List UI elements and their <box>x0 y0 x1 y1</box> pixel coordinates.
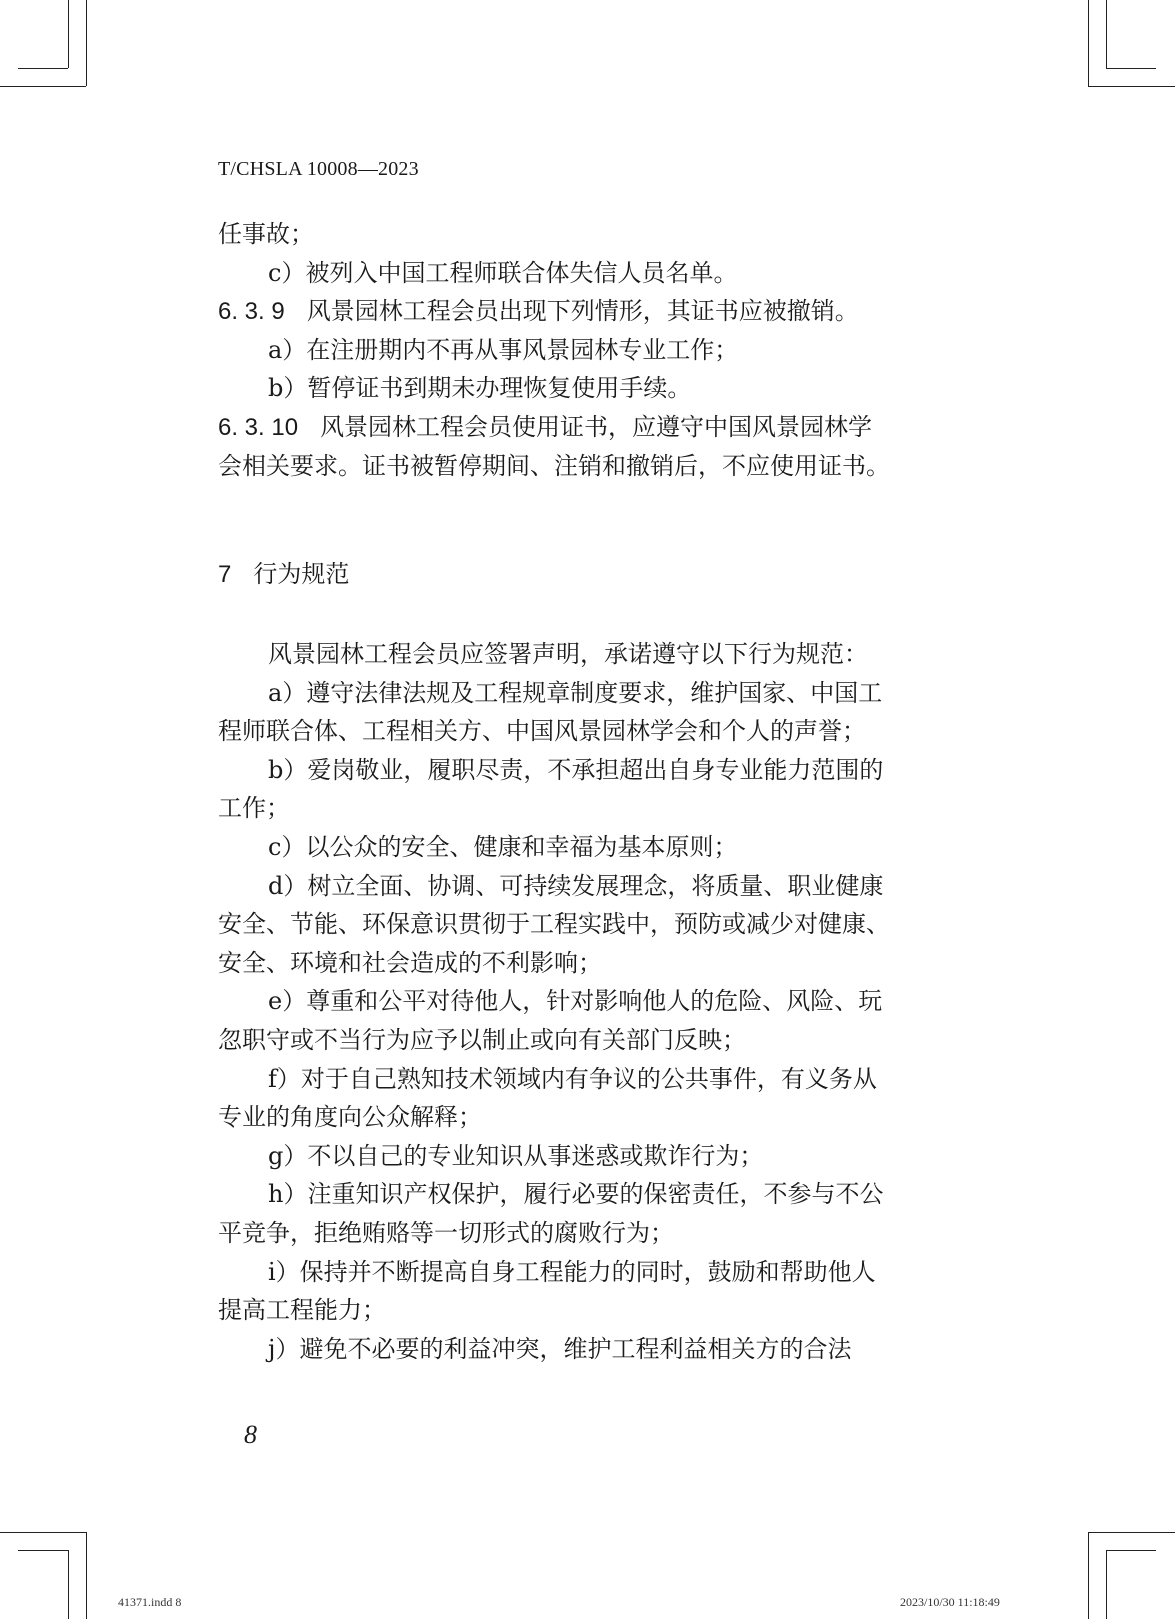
page-number: 8 <box>244 1420 257 1449</box>
line-text: 平竞争，拒绝贿赂等一切形式的腐败行为； <box>218 1219 674 1247</box>
crop-mark <box>18 68 68 69</box>
section-number: 7 <box>218 561 232 588</box>
crop-mark <box>1088 86 1175 87</box>
line-text: 工作； <box>218 794 290 823</box>
section-title: 行为规范 <box>253 561 350 588</box>
line-text: 提高工程能力； <box>218 1296 386 1325</box>
section-heading <box>218 554 349 589</box>
text-line <box>218 827 998 862</box>
crop-mark <box>68 1550 69 1619</box>
crop-mark <box>86 0 87 86</box>
line-text: c）被列入中国工程师联合体失信人员名单。 <box>268 258 738 287</box>
line-text: c）以公众的安全、健康和幸福为基本原则； <box>268 833 738 861</box>
text-line <box>218 446 948 481</box>
line-text: a）遵守法律法规及工程规章制度要求，维护国家、中国工 <box>268 678 883 707</box>
clause-number: 6. 3. 9 <box>218 298 285 326</box>
line-text: e）尊重和公平对待他人，针对影响他人的危险、风险、玩 <box>268 987 883 1016</box>
text-line <box>218 866 998 901</box>
text-line <box>218 1136 998 1171</box>
text-line <box>218 1329 998 1364</box>
text-line <box>218 368 998 403</box>
line-text: 专业的角度向公众解释； <box>218 1103 482 1132</box>
text-line <box>218 904 948 939</box>
running-header: T/CHSLA 10008—2023 <box>218 158 419 180</box>
line-text: f）对于自己熟知技术领域内有争议的公共事件，有义务从 <box>268 1064 877 1093</box>
line-text: i）保持并不断提高自身工程能力的同时，鼓励和帮助他人 <box>268 1257 876 1286</box>
crop-mark <box>1088 0 1089 86</box>
line-text: b）暂停证书到期未办理恢复使用手续。 <box>268 374 692 403</box>
text-line <box>218 1290 948 1325</box>
crop-mark <box>1088 1532 1089 1619</box>
line-text: 程师联合体、工程相关方、中国风景园林学会和个人的声誉； <box>218 717 866 746</box>
text-line <box>218 1213 948 1248</box>
text-line <box>218 788 948 823</box>
text-line <box>218 1059 998 1094</box>
crop-mark <box>0 86 86 87</box>
text-line <box>218 291 948 326</box>
text-line <box>218 330 998 365</box>
slug-timestamp: 2023/10/30 11:18:49 <box>900 1595 1000 1609</box>
text-line <box>218 1020 948 1055</box>
line-text: g）不以自己的专业知识从事迷惑或欺诈行为； <box>268 1141 764 1170</box>
text-line <box>218 214 948 249</box>
text-line <box>218 1097 948 1132</box>
line-text: 风景园林工程会员应签署声明，承诺遵守以下行为规范： <box>268 640 868 668</box>
line-text: 风景园林工程会员出现下列情形，其证书应被撤销。 <box>306 297 859 326</box>
text-line <box>218 634 998 669</box>
crop-mark <box>68 0 69 68</box>
line-text: 任事故； <box>218 220 314 248</box>
slug-file: 41371.indd 8 <box>118 1595 182 1609</box>
text-line <box>218 253 998 288</box>
crop-mark <box>1088 1532 1175 1533</box>
text-line <box>218 673 998 708</box>
text-line <box>218 1174 998 1209</box>
line-text: 忽职守或不当行为应予以制止或向有关部门反映； <box>218 1026 746 1054</box>
line-text: 会相关要求。证书被暂停期间、注销和撤销后，不应使用证书。 <box>218 451 890 480</box>
line-text: 安全、节能、环保意识贯彻于工程实践中，预防或减少对健康、 <box>218 910 890 939</box>
text-line <box>218 711 948 746</box>
line-text: j）避免不必要的利益冲突，维护工程利益相关方的合法 <box>268 1334 852 1363</box>
text-line <box>218 943 948 978</box>
crop-mark <box>1106 1550 1107 1619</box>
crop-mark <box>1106 1550 1156 1551</box>
clause-number: 6. 3. 10 <box>218 414 299 441</box>
crop-mark <box>86 1532 87 1619</box>
line-text: d）树立全面、协调、可持续发展理念，将质量、职业健康 <box>268 871 884 900</box>
crop-mark <box>0 1532 86 1533</box>
text-line <box>218 407 948 442</box>
line-text: 风景园林工程会员使用证书，应遵守中国风景园林学 <box>320 413 873 441</box>
text-line <box>218 750 998 785</box>
text-line <box>218 1252 998 1287</box>
crop-mark <box>18 1550 68 1551</box>
crop-mark <box>1106 0 1107 68</box>
text-line <box>218 981 998 1016</box>
line-text: 安全、环境和社会造成的不利影响； <box>218 948 602 977</box>
line-text: b）爱岗敬业，履职尽责，不承担超出自身专业能力范围的 <box>268 755 884 784</box>
line-text: a）在注册期内不再从事风景园林专业工作； <box>268 335 739 364</box>
crop-mark <box>1106 68 1156 69</box>
line-text: h）注重知识产权保护，履行必要的保密责任，不参与不公 <box>268 1180 884 1209</box>
